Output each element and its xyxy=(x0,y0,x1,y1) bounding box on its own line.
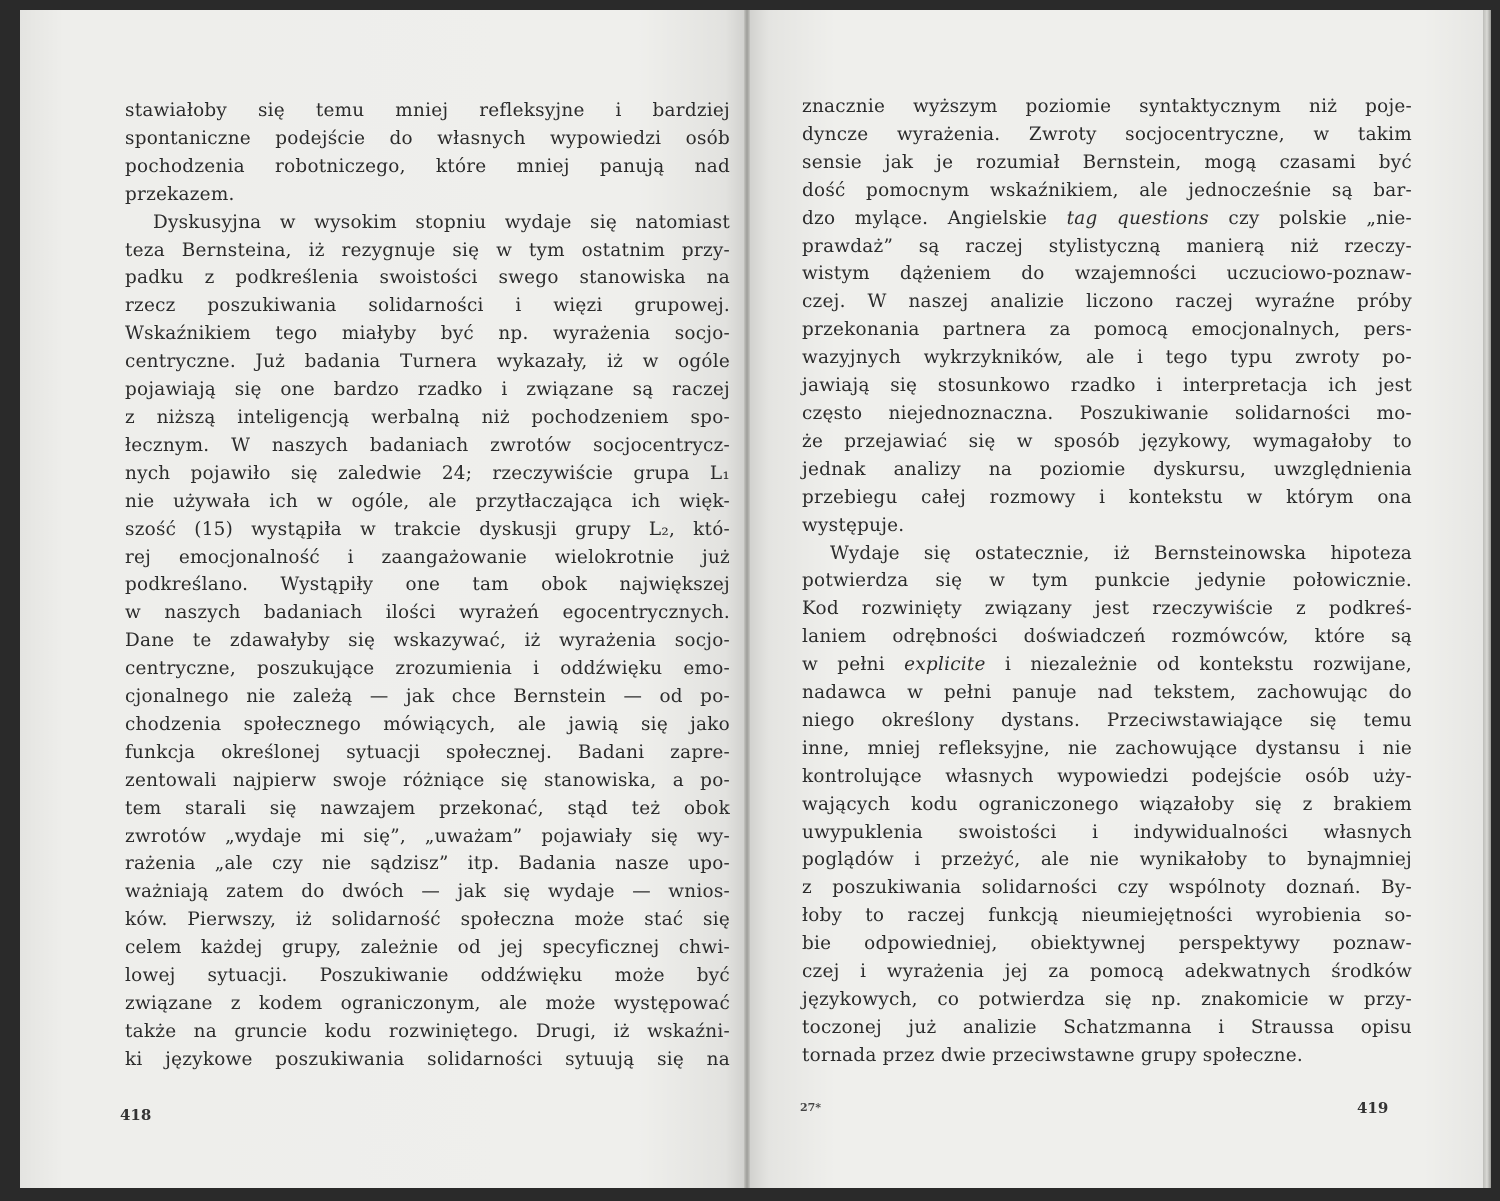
text-line: lowej sytuacji. Poszukiwanie oddźwięku może być xyxy=(125,965,730,987)
right-page xyxy=(747,10,1483,1188)
text-line: wistym dążeniem do wzajemności uczuciowo-poznaw- xyxy=(802,263,1412,285)
text-line: łoby to raczej funkcją nieumiejętności wyrobienia so- xyxy=(802,905,1412,927)
text-line: pochodzenia robotniczego, które mniej panują nad xyxy=(125,155,730,177)
text-line: podkreślano. Wystąpiły one tam obok największej xyxy=(125,574,730,596)
text-line: przebiegu całej rozmowy i kontekstu w którym ona xyxy=(802,486,1412,508)
text-line: z poszukiwania solidarności czy wspólnoty doznań. By- xyxy=(802,877,1412,899)
italic-term: tag questions xyxy=(1066,207,1209,229)
text-line: ków. Pierwszy, iż solidarność społeczna może stać się xyxy=(125,909,730,931)
text-line: jawiają się stosunkowo rzadko i interpretacja ich jest xyxy=(802,375,1412,397)
text-line: rej emocjonalność i zaangażowanie wielokrotnie już xyxy=(125,546,730,568)
text-line: bie odpowiedniej, obiektywnej perspektywy poznaw- xyxy=(802,933,1412,955)
right-page-text xyxy=(802,93,1412,1070)
text-line: stawiałoby się temu mniej refleksyjne i bardziej xyxy=(125,100,730,121)
text-segment: w pełni xyxy=(802,654,885,676)
text-line: tem starali się nawzajem przekonać, stąd też obok xyxy=(125,797,730,819)
italic-term: explicite xyxy=(904,654,986,676)
text-line: inne, mniej refleksyjne, nie zachowujące dystansu i nie xyxy=(802,737,1412,759)
text-line: znacznie wyższym poziomie syntaktycznym niż poje- xyxy=(802,96,1412,117)
text-line: Wskaźnikiem tego miałyby być np. wyrażenia socjo- xyxy=(125,323,730,345)
text-line: w naszych badaniach ilości wyrażeń egocentrycznych. xyxy=(125,602,730,624)
text-line: ki językowe poszukiwania solidarności sytuują się na xyxy=(125,1048,730,1070)
text-line: teza Bernsteina, iż rezygnuje się w tym ostatnim przy- xyxy=(125,239,730,261)
text-line: wających kodu ograniczonego wiązałoby się z brakiem xyxy=(802,793,1412,815)
text-line: zwrotów „wydaje mi się”, „uważam” pojawiały się wy- xyxy=(125,825,730,847)
text-line: czej i wyrażenia jej za pomocą adekwatnych środków xyxy=(802,961,1412,983)
text-segment: dzo mylące. Angielskie xyxy=(802,207,1048,229)
text-line: dość pomocnym wskaźnikiem, ale jednocześnie są bar- xyxy=(802,179,1412,201)
text-line: występuje. xyxy=(802,514,905,536)
text-line: prawdaż” są raczej stylistyczną manierą niż rzeczy- xyxy=(802,235,1412,257)
text-line: celem każdej grupy, zależnie od jej specyficznej chwi- xyxy=(125,937,730,959)
text-line: nie używała ich w ogóle, ale przytłaczająca ich więk- xyxy=(125,490,730,512)
book-gutter xyxy=(744,10,750,1188)
left-page xyxy=(20,10,747,1188)
text-line: sensie jak je rozumiał Bernstein, mogą czasami być xyxy=(802,151,1412,173)
text-line: cjonalnego nie zależą — jak chce Bernstein — od po- xyxy=(125,686,730,708)
text-line: zentowali najpierw swoje różniące się stanowiska, a po- xyxy=(125,769,730,791)
text-line: nych pojawiło się zaledwie 24; rzeczywiście grupa L₁ xyxy=(125,462,730,484)
text-line: Kod rozwinięty związany jest rzeczywiście z podkreś- xyxy=(802,598,1412,620)
text-line: językowych, co potwierdza się np. znakomicie w przy- xyxy=(802,989,1412,1010)
text-line: Wydaje się ostatecznie, iż Bernsteinowska hipoteza xyxy=(830,542,1412,564)
text-line: laniem odrębności doświadczeń rozmówców, które są xyxy=(802,626,1412,648)
text-line: spontaniczne podejście do własnych wypowiedzi osób xyxy=(125,127,730,149)
text-line: tornada przez dwie przeciwstawne grupy społeczne. xyxy=(802,1044,1303,1066)
text-line: przekonania partnera za pomocą emocjonalnych, pers- xyxy=(802,319,1412,341)
left-page-text xyxy=(125,97,730,1074)
text-line xyxy=(802,651,1412,679)
text-line: łecznym. W naszych badaniach zwrotów socjocentrycz- xyxy=(125,434,730,456)
text-line: kontrolujące własnych wypowiedzi podejście osób uży- xyxy=(802,765,1412,787)
text-line: niego określony dystans. Przeciwstawiające się temu xyxy=(802,709,1412,731)
text-line: centryczne, poszukujące zrozumienia i oddźwięku emo- xyxy=(125,658,730,680)
text-line: padku z podkreślenia swoistości swego stanowiska na xyxy=(125,267,730,289)
text-line: Dyskusyjna w wysokim stopniu wydaje się natomiast xyxy=(153,211,730,233)
page-number: 419 xyxy=(1357,1099,1389,1117)
text-line: z niższą inteligencją werbalną niż pochodzeniem spo- xyxy=(125,406,730,428)
text-line: toczonej już analizie Schatzmanna i Straussa opisu xyxy=(802,1016,1412,1038)
text-line: przekazem. xyxy=(125,183,235,205)
text-line xyxy=(802,205,1412,233)
text-line: pojawiają się one bardzo rzadko i związane są raczej xyxy=(125,379,730,401)
signature-mark: 27* xyxy=(800,1101,822,1114)
text-line: związane z kodem ograniczonym, ale może występować xyxy=(125,993,730,1014)
text-line: czej. W naszej analizie liczono raczej wyraźne próby xyxy=(802,291,1412,313)
text-line: szość (15) wystąpiła w trakcie dyskusji grupy L₂, któ- xyxy=(125,518,730,540)
text-line: uwypuklenia swoistości i indywidualności własnych xyxy=(802,821,1412,843)
text-segment: czy polskie „nie- xyxy=(1228,207,1412,229)
page-number: 418 xyxy=(120,1106,152,1124)
text-line: często niejednoznaczna. Poszukiwanie solidarności mo- xyxy=(802,402,1412,424)
text-line: że przejawiać się w sposób językowy, wymagałoby to xyxy=(802,430,1412,452)
text-line: poglądów i przeżyć, ale nie wynikałoby to bynajmniej xyxy=(802,849,1412,871)
page-edge xyxy=(1483,10,1491,1188)
text-line: rażenia „ale czy nie sądzisz” itp. Badania nasze upo- xyxy=(125,853,730,875)
text-line: centryczne. Już badania Turnera wykazały, iż w ogóle xyxy=(125,351,730,373)
text-line: ważniają zatem do dwóch — jak się wydaje — wnios- xyxy=(125,881,730,903)
text-line: funkcja określonej sytuacji społecznej. Badani zapre- xyxy=(125,741,730,763)
text-line: chodzenia społecznego mówiących, ale jawią się jako xyxy=(125,713,730,735)
text-line: wazyjnych wykrzykników, ale i tego typu zwroty po- xyxy=(802,347,1412,369)
text-line: Dane te zdawałyby się wskazywać, iż wyrażenia socjo- xyxy=(125,630,730,652)
text-segment: i niezależnie od kontekstu rozwijane, xyxy=(1004,654,1412,676)
text-line: dyncze wyrażenia. Zwroty socjocentryczne, w takim xyxy=(802,123,1412,145)
text-line: także na gruncie kodu rozwiniętego. Drugi, iż wskaźni- xyxy=(125,1020,730,1042)
text-line: potwierdza się w tym punkcie jedynie połowicznie. xyxy=(802,570,1412,592)
text-line: rzecz poszukiwania solidarności i więzi grupowej. xyxy=(125,295,730,317)
text-line: jednak analizy na poziomie dyskursu, uwzględnienia xyxy=(802,458,1412,480)
text-line: nadawca w pełni panuje nad tekstem, zachowując do xyxy=(802,682,1412,704)
